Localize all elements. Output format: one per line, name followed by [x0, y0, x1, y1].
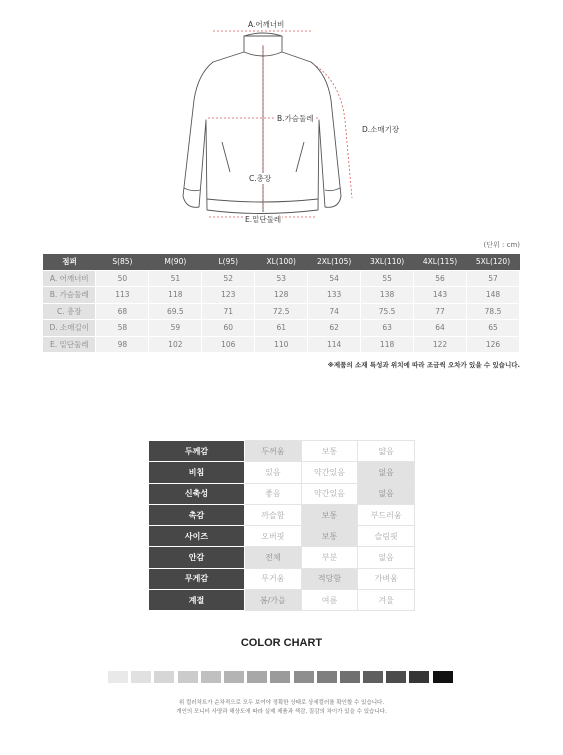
feature-option: 없음	[358, 547, 415, 568]
feature-name: 신축성	[149, 483, 245, 504]
feature-name: 두께감	[149, 441, 245, 462]
table-cell: 63	[361, 320, 414, 337]
feature-row	[149, 483, 415, 504]
label-chest: B.가슴둘레	[277, 114, 314, 123]
header-cell: 점퍼	[43, 254, 96, 270]
feature-option: 약간있음	[301, 462, 358, 483]
table-cell: 122	[414, 336, 467, 352]
table-row	[43, 336, 520, 352]
feature-name: 무게감	[149, 568, 245, 589]
table-cell: 57	[467, 270, 520, 287]
table-cell: 138	[361, 287, 414, 304]
color-swatch	[247, 671, 267, 683]
table-row	[43, 303, 520, 320]
header-cell: M(90)	[149, 254, 202, 270]
feature-option: 여름	[301, 590, 358, 611]
table-cell: 51	[149, 270, 202, 287]
table-cell: 50	[96, 270, 149, 287]
feature-option: 슬림핏	[358, 526, 415, 547]
table-cell: 106	[202, 336, 255, 352]
unit-label: (단위 : cm)	[483, 241, 520, 249]
header-cell: 4XL(115)	[414, 254, 467, 270]
feature-option: 있음	[245, 462, 302, 483]
table-row	[43, 320, 520, 337]
table-cell: 75.5	[361, 303, 414, 320]
feature-option: 적당함	[301, 568, 358, 589]
color-swatch	[178, 671, 198, 683]
feature-option: 없음	[358, 462, 415, 483]
table-cell: 68	[96, 303, 149, 320]
color-swatch	[363, 671, 383, 683]
feature-row	[149, 568, 415, 589]
header-cell: S(85)	[96, 254, 149, 270]
color-swatch	[131, 671, 151, 683]
table-cell: 58	[96, 320, 149, 337]
color-swatches	[108, 671, 456, 683]
header-cell: XL(100)	[255, 254, 308, 270]
table-cell: 62	[308, 320, 361, 337]
feature-option: 까슬함	[245, 504, 302, 525]
table-cell: 74	[308, 303, 361, 320]
color-swatch	[270, 671, 290, 683]
color-swatch	[433, 671, 453, 683]
color-swatch	[108, 671, 128, 683]
table-cell: 114	[308, 336, 361, 352]
feature-option: 보통	[301, 526, 358, 547]
table-cell: 110	[255, 336, 308, 352]
table-cell: 148	[467, 287, 520, 304]
table-cell: 118	[149, 287, 202, 304]
row-label: D. 소매길이	[43, 320, 96, 337]
feature-row	[149, 504, 415, 525]
table-cell: 64	[414, 320, 467, 337]
feature-option: 두꺼움	[245, 441, 302, 462]
label-shoulder: A.어깨너비	[248, 20, 285, 29]
header-cell: 2XL(105)	[308, 254, 361, 270]
table-cell: 102	[149, 336, 202, 352]
measurement-note: ※제품의 소재 특성과 위치에 따라 조금씩 오차가 있을 수 있습니다.	[327, 361, 520, 369]
table-cell: 98	[96, 336, 149, 352]
header-cell: 3XL(110)	[361, 254, 414, 270]
table-cell: 123	[202, 287, 255, 304]
table-cell: 71	[202, 303, 255, 320]
feature-row	[149, 441, 415, 462]
feature-row	[149, 462, 415, 483]
feature-option: 무거움	[245, 568, 302, 589]
color-swatch	[340, 671, 360, 683]
feature-option: 겨울	[358, 590, 415, 611]
feature-option: 좋음	[245, 483, 302, 504]
table-cell: 52	[202, 270, 255, 287]
feature-name: 안감	[149, 547, 245, 568]
table-cell: 72.5	[255, 303, 308, 320]
feature-name: 사이즈	[149, 526, 245, 547]
table-cell: 118	[361, 336, 414, 352]
label-length: C.총장	[249, 174, 272, 183]
table-row	[43, 270, 520, 287]
color-swatch	[409, 671, 429, 683]
color-chart-footnote-1: 위 컬러차트가 순차적으로 모두 보여야 정확한 상태로 상세컬러를 확인할 수 있습니다.	[178, 700, 385, 706]
color-swatch	[294, 671, 314, 683]
row-label: C. 총장	[43, 303, 96, 320]
color-swatch	[154, 671, 174, 683]
header-cell: 5XL(120)	[467, 254, 520, 270]
feature-option: 부분	[301, 547, 358, 568]
row-label: A. 어깨너비	[43, 270, 96, 287]
feature-option: 부드러움	[358, 504, 415, 525]
feature-name: 촉감	[149, 504, 245, 525]
table-cell: 143	[414, 287, 467, 304]
feature-name: 비침	[149, 462, 245, 483]
feature-row	[149, 526, 415, 547]
table-cell: 126	[467, 336, 520, 352]
table-cell: 61	[255, 320, 308, 337]
table-cell: 53	[255, 270, 308, 287]
table-cell: 69.5	[149, 303, 202, 320]
color-swatch	[386, 671, 406, 683]
feature-option: 보통	[301, 504, 358, 525]
label-sleeve: D.소매기장	[362, 125, 400, 134]
table-cell: 56	[414, 270, 467, 287]
feature-row	[149, 547, 415, 568]
feature-option: 얇음	[358, 441, 415, 462]
feature-table	[148, 440, 415, 611]
feature-option: 오버핏	[245, 526, 302, 547]
header-cell: L(95)	[202, 254, 255, 270]
table-cell: 133	[308, 287, 361, 304]
feature-name: 계절	[149, 590, 245, 611]
feature-option: 전체	[245, 547, 302, 568]
feature-option: 없음	[358, 483, 415, 504]
label-hem: E.밑단둘레	[245, 215, 282, 224]
table-cell: 128	[255, 287, 308, 304]
table-cell: 60	[202, 320, 255, 337]
color-swatch	[201, 671, 221, 683]
feature-option: 봄/가을	[245, 590, 302, 611]
table-row	[43, 287, 520, 304]
color-swatch	[317, 671, 337, 683]
table-cell: 113	[96, 287, 149, 304]
size-table	[43, 254, 520, 352]
color-chart-footnote-2: 개인의 모니터 사양과 해상도에 따라 실제 제품과 색감, 질감의 차이가 있을 수 있습니다.	[176, 709, 387, 715]
row-label: B. 가슴둘레	[43, 287, 96, 304]
size-table-header	[43, 254, 520, 270]
feature-option: 약간있음	[301, 483, 358, 504]
table-cell: 54	[308, 270, 361, 287]
table-cell: 55	[361, 270, 414, 287]
table-cell: 78.5	[467, 303, 520, 320]
row-label: E. 밑단둘레	[43, 336, 96, 352]
feature-option: 가벼움	[358, 568, 415, 589]
feature-option: 보통	[301, 441, 358, 462]
color-chart-title: COLOR CHART	[240, 637, 323, 649]
feature-row	[149, 590, 415, 611]
table-cell: 77	[414, 303, 467, 320]
table-cell: 59	[149, 320, 202, 337]
color-swatch	[224, 671, 244, 683]
table-cell: 65	[467, 320, 520, 337]
